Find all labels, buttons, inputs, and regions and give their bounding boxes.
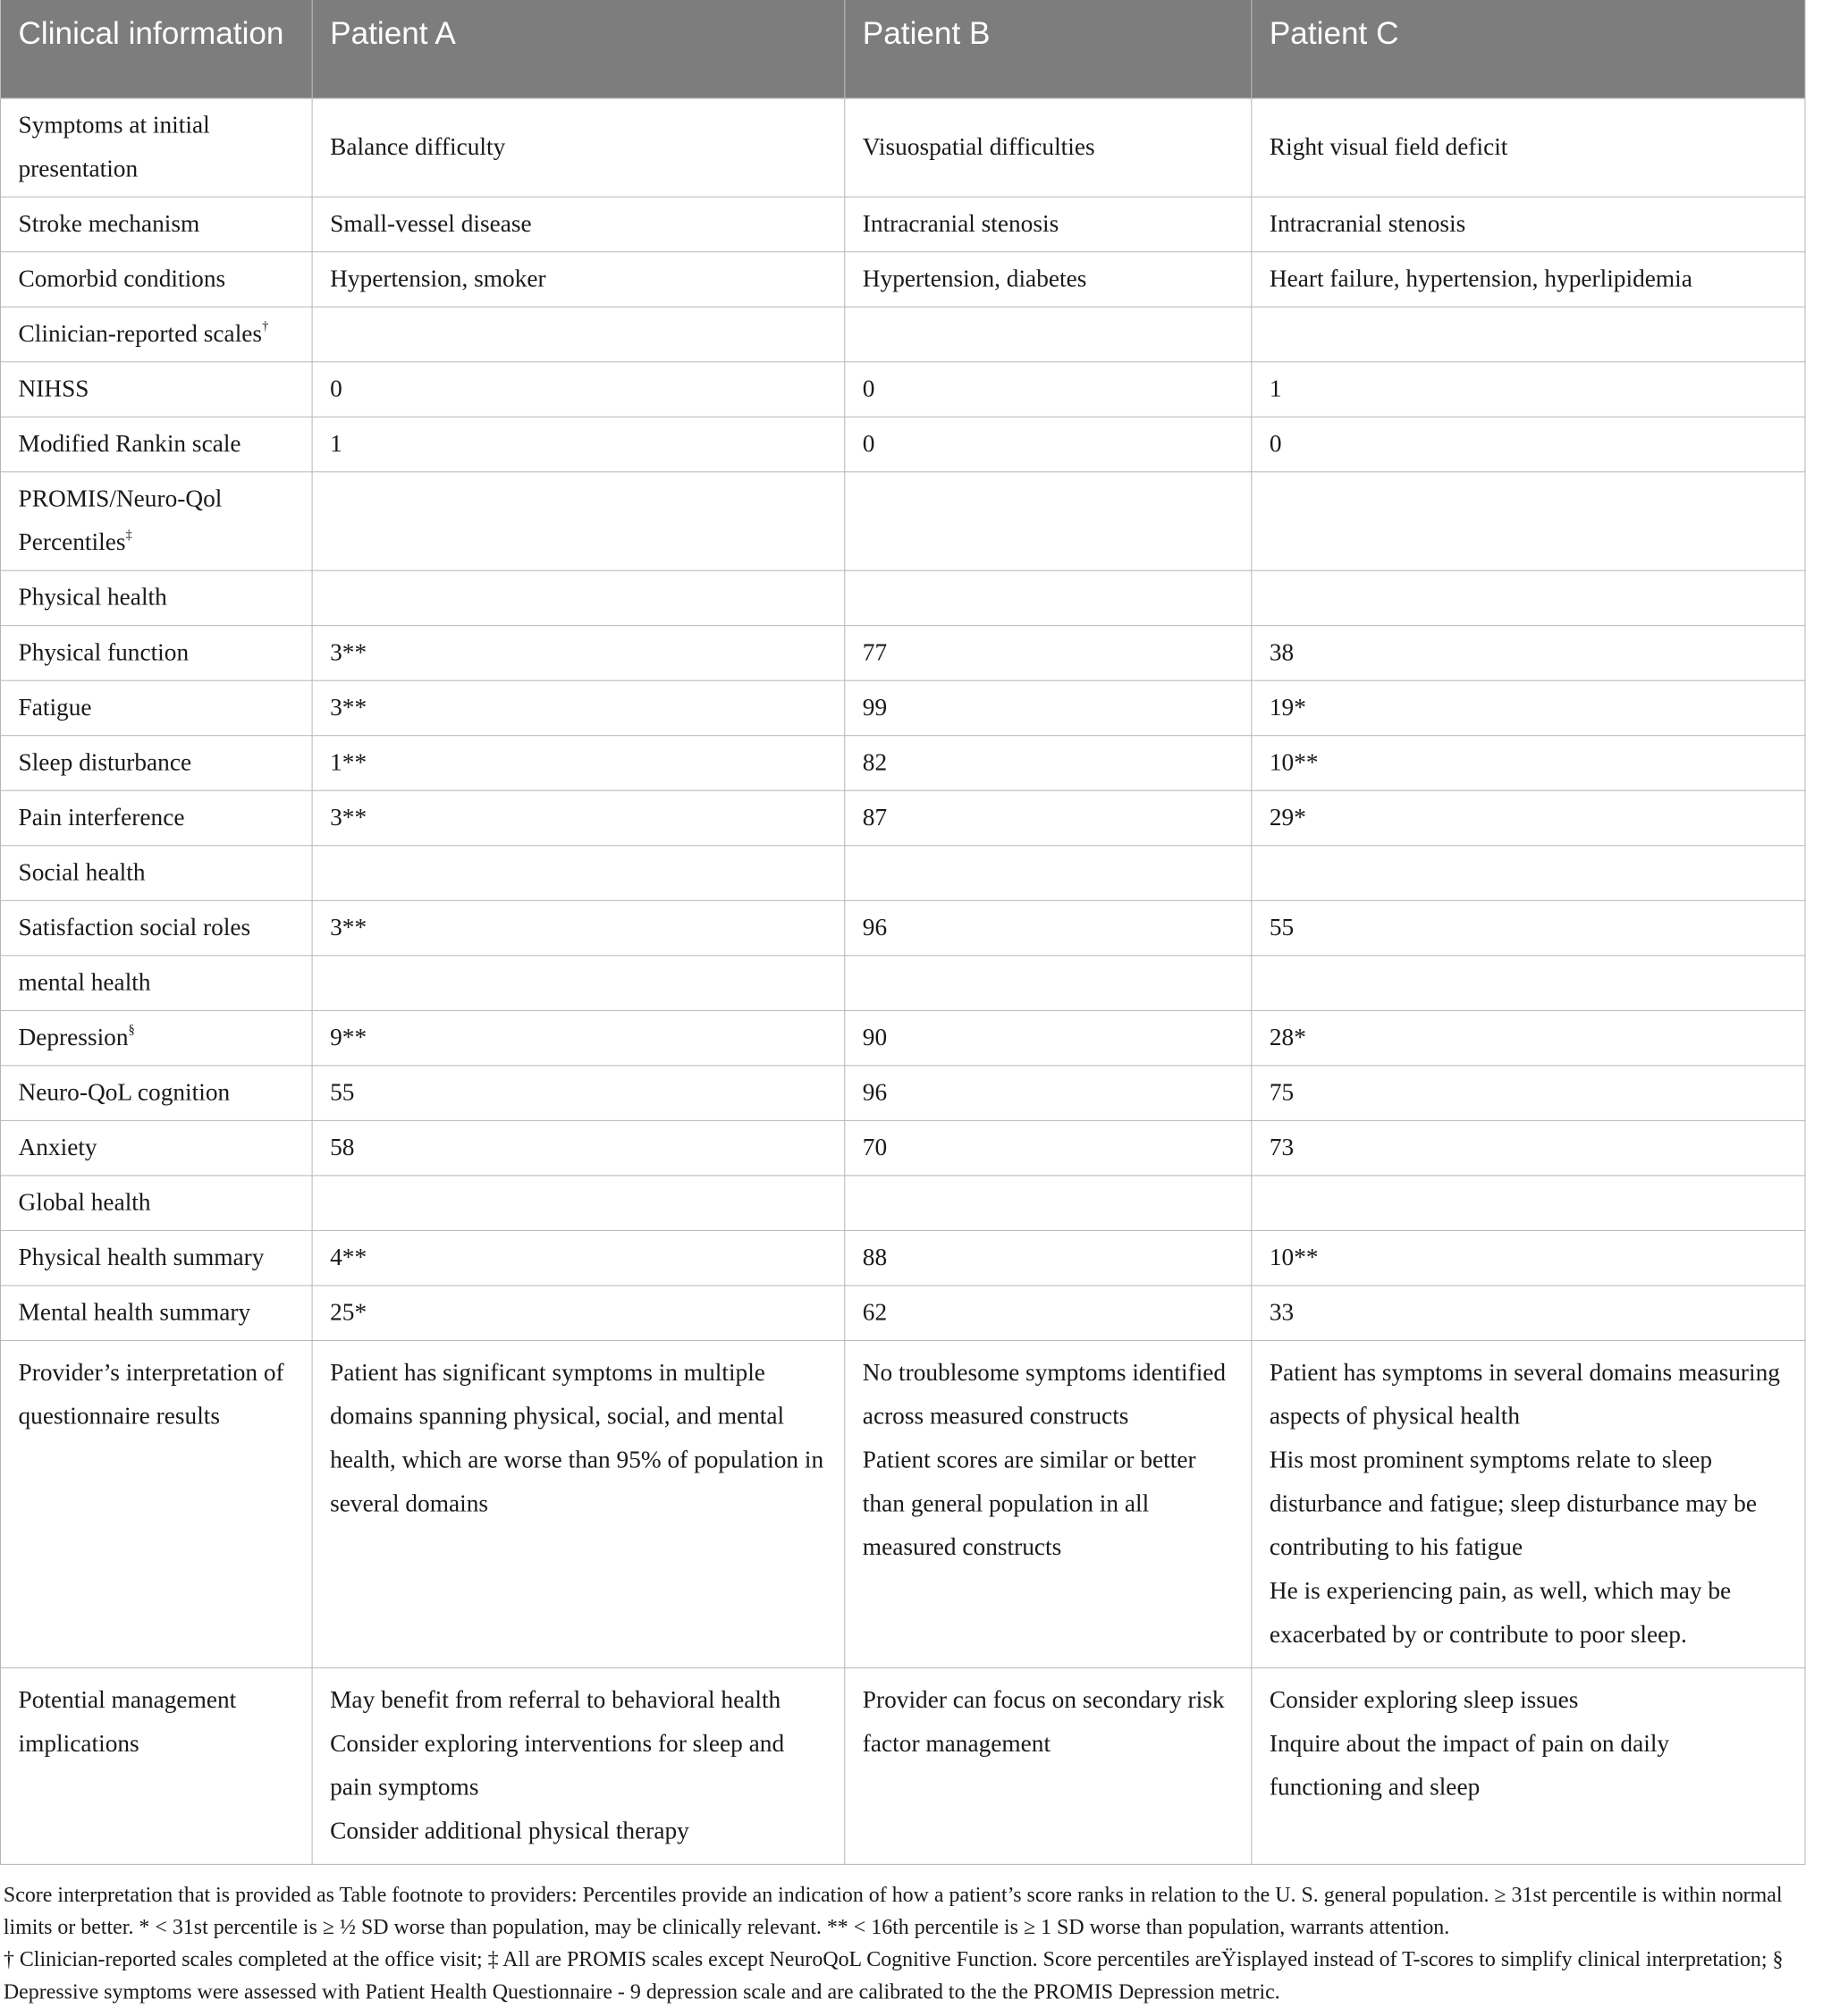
patient-b-cell-text: 96 xyxy=(862,1078,888,1107)
patient-b-cell xyxy=(845,362,1252,418)
patient-b-cell xyxy=(845,790,1252,846)
patient-c-cell-text: 10** xyxy=(1269,748,1319,777)
patient-b-cell-text: 90 xyxy=(862,1024,888,1051)
row-label-text: mental health xyxy=(18,968,151,997)
row-label-text: Potential management implications xyxy=(18,1686,237,1758)
table-row xyxy=(0,846,1804,901)
patient-a-cell-text: 3** xyxy=(330,694,367,721)
patient-c-cell xyxy=(1252,362,1805,418)
patient-b-cell xyxy=(845,1176,1252,1231)
patient-a-cell xyxy=(312,680,845,736)
table-row xyxy=(0,736,1804,791)
patient-b-cell xyxy=(845,1066,1252,1121)
patient-b-cell xyxy=(845,252,1252,308)
row-label xyxy=(0,1010,312,1066)
row-label xyxy=(0,1286,312,1341)
footnote-marker: † xyxy=(262,319,269,333)
patient-c-cell-text: 38 xyxy=(1269,638,1295,667)
table-row xyxy=(0,1066,1804,1121)
patient-b-cell-text: 62 xyxy=(862,1299,888,1327)
patient-b-cell-text: 88 xyxy=(862,1244,888,1271)
row-label xyxy=(0,1066,312,1121)
row-label xyxy=(0,417,312,472)
patient-a-cell xyxy=(312,472,845,570)
patient-b-cell-text: 0 xyxy=(862,430,875,458)
row-label-text: Anxiety xyxy=(18,1134,97,1161)
patient-c-cell xyxy=(1252,1010,1805,1066)
row-label xyxy=(0,197,312,252)
patient-a-cell xyxy=(312,1120,845,1176)
patient-b-cell xyxy=(845,197,1252,252)
patient-c-cell xyxy=(1252,252,1805,308)
patient-c-cell-text: 28* xyxy=(1269,1024,1306,1051)
patient-a-cell xyxy=(312,1668,845,1865)
patient-b-cell xyxy=(845,1230,1252,1286)
table-row xyxy=(0,680,1804,736)
patient-b-cell xyxy=(845,1286,1252,1341)
patient-b-cell xyxy=(845,98,1252,197)
patient-a-cell-text: 1** xyxy=(330,748,367,777)
row-label-text: Symptoms at initial presentation xyxy=(18,111,210,183)
table-row xyxy=(0,570,1804,626)
row-label xyxy=(0,736,312,791)
footnote-score-interpretation: Score interpretation that is provided as Table footnote to providers: Percentiles provide an indication of how a patient’s score ranks in relation to the U. S. general population. ≥ 31st percentile is within normal limits or better. * < 31st percentile is ≥ ½ SD worse than population, may be clinically relevant. ** < 16th percentile is ≥ 1 SD worse than population, warrants attention. xyxy=(3,1883,1783,1939)
row-label xyxy=(0,680,312,736)
patient-a-cell xyxy=(312,307,845,362)
cell-line: Patient has significant symptoms in multiple domains spanning physical, social, and mental health, which are worse than 95% of population in several domains xyxy=(330,1359,824,1518)
patient-a-cell-text: Small-vessel disease xyxy=(330,210,532,238)
table-row xyxy=(0,1010,1804,1066)
patient-a-cell xyxy=(312,252,845,308)
patient-c-cell xyxy=(1252,197,1805,252)
patient-c-cell xyxy=(1252,1176,1805,1231)
patient-b-cell xyxy=(845,736,1252,791)
table-row xyxy=(0,790,1804,846)
table-row xyxy=(0,1286,1804,1341)
patient-a-cell xyxy=(312,197,845,252)
patient-c-cell-text: 55 xyxy=(1269,914,1295,941)
patient-a-cell-text: Hypertension, smoker xyxy=(330,265,546,293)
patient-b-cell-text: 0 xyxy=(862,375,875,403)
patient-c-cell xyxy=(1252,570,1805,626)
row-label xyxy=(0,1230,312,1286)
row-label-text: Physical health xyxy=(18,584,167,612)
row-label-text: Provider’s interpretation of questionnaire results xyxy=(18,1359,284,1430)
patient-c-cell xyxy=(1252,1230,1805,1286)
row-label-text: Depression xyxy=(18,1024,129,1051)
patient-b-cell-text: 77 xyxy=(862,638,888,667)
table-row xyxy=(0,417,1804,472)
patient-b-cell xyxy=(845,900,1252,956)
patient-a-cell-text: 0 xyxy=(330,375,342,403)
footnote-marker: ‡ xyxy=(125,527,132,543)
patient-a-cell-text: 4** xyxy=(330,1244,367,1271)
cell-line: Provider can focus on secondary risk factor management xyxy=(862,1686,1225,1758)
patient-c-cell xyxy=(1252,1340,1805,1667)
cell-line: He is experiencing pain, as well, which may be exacerbated by or contribute to poor sleep. xyxy=(1269,1577,1732,1649)
row-label xyxy=(0,252,312,308)
cell-line: Consider additional physical therapy xyxy=(330,1818,689,1845)
table-row xyxy=(0,900,1804,956)
patient-a-cell xyxy=(312,98,845,197)
patient-b-cell xyxy=(845,472,1252,570)
row-label xyxy=(0,570,312,626)
cell-line: Inquire about the impact of pain on daily functioning and sleep xyxy=(1269,1730,1670,1801)
patient-b-cell-text: 82 xyxy=(862,748,888,777)
table-row xyxy=(0,626,1804,681)
table-row xyxy=(0,307,1804,362)
patient-c-cell xyxy=(1252,900,1805,956)
table-row xyxy=(0,98,1804,197)
patient-c-cell xyxy=(1252,626,1805,681)
cell-line: No troublesome symptoms identified across measured constructs xyxy=(862,1359,1227,1430)
patient-b-cell-text: 70 xyxy=(862,1134,888,1161)
patient-a-cell xyxy=(312,1340,845,1667)
patient-b-cell xyxy=(845,570,1252,626)
row-label xyxy=(0,1176,312,1231)
row-label xyxy=(0,1120,312,1176)
patient-a-cell xyxy=(312,790,845,846)
row-label-text: Neuro-QoL cognition xyxy=(18,1078,231,1107)
patient-a-cell xyxy=(312,570,845,626)
header-patient-c: Patient C xyxy=(1252,0,1805,98)
patient-a-cell-text: 55 xyxy=(330,1078,355,1107)
row-label xyxy=(0,956,312,1011)
table-row xyxy=(0,1230,1804,1286)
table-footnote xyxy=(0,1876,1804,2008)
table-row xyxy=(0,956,1804,1011)
management-row xyxy=(0,1668,1804,1865)
patient-b-cell-text: Intracranial stenosis xyxy=(862,210,1059,238)
patient-b-cell xyxy=(845,1340,1252,1667)
patient-a-cell xyxy=(312,1286,845,1341)
header-patient-a: Patient A xyxy=(312,0,845,98)
cell-line: His most prominent symptoms relate to sleep disturbance and fatigue; sleep disturbance may be contributing to his fatigue xyxy=(1269,1447,1758,1562)
row-label-text: Satisfaction social roles xyxy=(18,914,251,941)
patient-c-cell-text: 0 xyxy=(1269,430,1282,458)
patient-c-cell xyxy=(1252,956,1805,1011)
patient-c-cell-text: 75 xyxy=(1269,1078,1295,1107)
cell-line: Consider exploring sleep issues xyxy=(1269,1686,1579,1714)
patient-c-cell xyxy=(1252,1120,1805,1176)
table-row xyxy=(0,252,1804,308)
row-label-text: PROMIS/Neuro-Qol Percentiles xyxy=(18,485,223,557)
patient-c-cell-text: Intracranial stenosis xyxy=(1269,210,1466,238)
patient-a-cell-text: 3** xyxy=(330,804,367,831)
patient-a-cell-text: 9** xyxy=(330,1024,367,1051)
patient-a-cell-text: 3** xyxy=(330,914,367,941)
patient-b-cell xyxy=(845,846,1252,901)
cell-line: Consider exploring interventions for sleep and pain symptoms xyxy=(330,1730,785,1801)
row-label-text: Modified Rankin scale xyxy=(18,430,241,458)
table-row xyxy=(0,1176,1804,1231)
patient-a-cell xyxy=(312,1230,845,1286)
table-row xyxy=(0,362,1804,418)
row-label-text: Sleep disturbance xyxy=(18,748,192,777)
patient-c-cell-text: 1 xyxy=(1269,375,1282,403)
patient-b-cell xyxy=(845,1668,1252,1865)
table-row xyxy=(0,197,1804,252)
row-label-text: Fatigue xyxy=(18,694,92,721)
patient-c-cell-text: 73 xyxy=(1269,1134,1295,1161)
table-body xyxy=(0,98,1804,1865)
row-label xyxy=(0,1340,312,1667)
table-row xyxy=(0,1120,1804,1176)
row-label-text: Stroke mechanism xyxy=(18,210,200,238)
row-label xyxy=(0,472,312,570)
row-label xyxy=(0,790,312,846)
patient-a-cell xyxy=(312,956,845,1011)
footnote-symbols: † Clinician-reported scales completed at the office visit; ‡ All are PROMIS scales except NeuroQoL Cognitive Function. Score percentiles areŸisplayed instead of T-scores to simplify clinical interpretation; § Depressive symptoms were assessed with Patient Health Questionnaire - 9 depression scale and are calibrated to the the PROMIS Depression metric. xyxy=(3,1947,1784,2004)
patient-c-cell xyxy=(1252,680,1805,736)
patient-b-cell xyxy=(845,1120,1252,1176)
patient-c-cell xyxy=(1252,736,1805,791)
row-label-text: Global health xyxy=(18,1189,151,1217)
patient-a-cell xyxy=(312,1010,845,1066)
patient-c-cell xyxy=(1252,417,1805,472)
patient-a-cell xyxy=(312,846,845,901)
patient-c-cell xyxy=(1252,790,1805,846)
header-clinical-information: Clinical information xyxy=(0,0,312,98)
patient-c-cell xyxy=(1252,1066,1805,1121)
patient-a-cell-text: Balance difficulty xyxy=(330,133,506,161)
row-label-text: Physical function xyxy=(18,638,190,667)
row-label-text: Social health xyxy=(18,858,146,887)
patient-b-cell-text: 96 xyxy=(862,914,888,941)
interpretation-row xyxy=(0,1340,1804,1667)
patient-c-cell xyxy=(1252,98,1805,197)
patient-b-cell-text: 87 xyxy=(862,804,888,831)
row-label xyxy=(0,846,312,901)
header-patient-b: Patient B xyxy=(845,0,1252,98)
row-label xyxy=(0,362,312,418)
cell-line: Patient scores are similar or better than general population in all measured constructs xyxy=(862,1447,1196,1562)
patient-c-cell-text: Heart failure, hypertension, hyperlipidemia xyxy=(1269,265,1692,293)
patient-b-cell xyxy=(845,307,1252,362)
header-row xyxy=(0,0,1804,98)
patient-b-cell-text: 99 xyxy=(862,694,888,721)
patient-b-cell xyxy=(845,626,1252,681)
patient-a-cell xyxy=(312,362,845,418)
row-label-text: Mental health summary xyxy=(18,1299,251,1327)
patient-c-cell-text: 29* xyxy=(1269,804,1306,831)
patient-c-cell xyxy=(1252,1668,1805,1865)
patient-c-cell xyxy=(1252,1286,1805,1341)
patient-b-cell xyxy=(845,680,1252,736)
patient-b-cell xyxy=(845,1010,1252,1066)
table-header xyxy=(0,0,1804,98)
patient-c-cell xyxy=(1252,472,1805,570)
patient-a-cell xyxy=(312,626,845,681)
patient-c-cell-text: 33 xyxy=(1269,1299,1295,1327)
patient-b-cell xyxy=(845,956,1252,1011)
row-label xyxy=(0,98,312,197)
table-row xyxy=(0,472,1804,570)
patient-a-cell-text: 3** xyxy=(330,638,367,667)
patient-c-cell-text: 10** xyxy=(1269,1244,1319,1271)
patient-b-cell xyxy=(845,417,1252,472)
patient-a-cell xyxy=(312,1176,845,1231)
patient-b-cell-text: Visuospatial difficulties xyxy=(862,133,1095,161)
footnote-marker: § xyxy=(128,1023,135,1037)
patient-a-cell xyxy=(312,417,845,472)
patient-a-cell xyxy=(312,736,845,791)
patient-c-cell xyxy=(1252,846,1805,901)
patient-c-cell-text: Right visual field deficit xyxy=(1269,133,1508,161)
row-label-text: Clinician-reported scales xyxy=(18,320,263,348)
row-label xyxy=(0,1668,312,1865)
row-label xyxy=(0,900,312,956)
patient-a-cell-text: 58 xyxy=(330,1134,355,1161)
patient-a-cell-text: 25* xyxy=(330,1299,367,1327)
patient-c-cell xyxy=(1252,307,1805,362)
row-label-text: NIHSS xyxy=(18,375,89,403)
row-label-text: Comorbid conditions xyxy=(18,265,226,293)
patient-c-cell-text: 19* xyxy=(1269,694,1306,721)
row-label-text: Physical health summary xyxy=(18,1244,265,1271)
row-label xyxy=(0,307,312,362)
patient-b-cell-text: Hypertension, diabetes xyxy=(862,265,1087,293)
patient-a-cell-text: 1 xyxy=(330,430,342,458)
patient-a-cell xyxy=(312,900,845,956)
cell-line: May benefit from referral to behavioral health xyxy=(330,1686,781,1714)
patient-a-cell xyxy=(312,1066,845,1121)
row-label-text: Pain interference xyxy=(18,804,185,831)
cell-line: Patient has symptoms in several domains measuring aspects of physical health xyxy=(1269,1359,1780,1430)
row-label xyxy=(0,626,312,681)
